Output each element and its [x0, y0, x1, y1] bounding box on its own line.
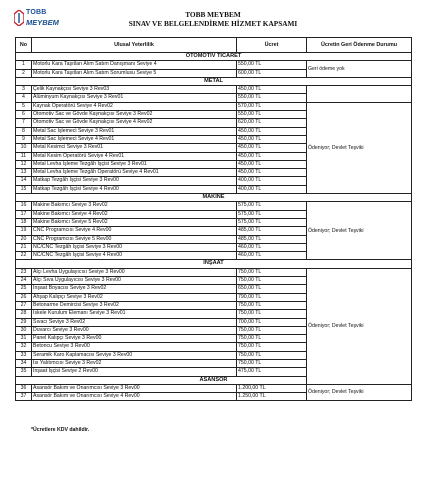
table-row	[16, 268, 412, 276]
row-number: 37	[16, 393, 32, 401]
fee-amount: 550,00 TL	[237, 111, 307, 119]
row-number: 23	[16, 268, 32, 276]
fee-amount: 750,00 TL	[237, 359, 307, 367]
row-number: 25	[16, 285, 32, 293]
fee-amount: 450,00 TL	[237, 127, 307, 135]
fee-amount: 475,00 TL	[237, 368, 307, 376]
qualification-name: Kaynak Operatörü Seviye 4 Rev02	[32, 102, 237, 110]
fee-amount: 790,00 TL	[237, 293, 307, 301]
fee-amount: 750,00 TL	[237, 310, 307, 318]
fee-amount: 400,00 TL	[237, 185, 307, 193]
table-row	[16, 202, 412, 210]
row-number: 16	[16, 202, 32, 210]
row-number: 12	[16, 160, 32, 168]
fee-amount: 460,00 TL	[237, 252, 307, 260]
section-row	[16, 77, 412, 85]
fee-amount: 1.250,00 TL	[237, 393, 307, 401]
fee-amount: 450,00 TL	[237, 160, 307, 168]
qualification-name: İskele Kurulum Elemanı Seviye 3 Rev01	[32, 310, 237, 318]
row-number: 22	[16, 252, 32, 260]
footnote: *Ücretlere KDV dahildir.	[31, 427, 90, 433]
fee-amount: 400,00 TL	[237, 177, 307, 185]
row-number: 20	[16, 235, 32, 243]
row-number: 35	[16, 368, 32, 376]
fee-amount: 700,00 TL	[237, 318, 307, 326]
row-number: 13	[16, 169, 32, 177]
qualification-name: Alçı Sıva Uygulayıcısı Seviye 3 Rev00	[32, 277, 237, 285]
header-qualification: Ulusal Yeterlilik	[32, 38, 237, 53]
qualification-name: Motorlu Kara Taşıtları Alım Satım Danışmanı Seviye 4	[32, 61, 237, 69]
payment-status: Ödeniyor; Devlet Teşviki	[307, 202, 412, 260]
row-number: 34	[16, 359, 32, 367]
fee-amount: 750,00 TL	[237, 326, 307, 334]
qualification-name: Betoncu Seviye 3 Rev00	[32, 343, 237, 351]
payment-status: Ödeniyor; Devlet Teşviki	[307, 268, 412, 384]
qualification-name: Otomotiv Sac ve Gövde Kaynakçısı Seviye 3 Rev02	[32, 111, 237, 119]
row-number: 33	[16, 351, 32, 359]
table-row	[16, 86, 412, 94]
row-number: 2	[16, 69, 32, 77]
section-row	[16, 376, 412, 384]
qualification-name: Alüminyum Kaynakçısı Seviye 3 Rev01	[32, 94, 237, 102]
section-row	[16, 194, 412, 202]
row-number: 28	[16, 310, 32, 318]
table-header-row	[16, 38, 412, 53]
section-title: OTOMOTİV TİCARET	[16, 53, 412, 61]
qualification-name: Makine Bakımcı Seviye 5 Rev02	[32, 218, 237, 226]
qualification-name: Makine Bakımcı Seviye 4 Rev02	[32, 210, 237, 218]
qualification-name: Çelik Kaynakçısı Seviye 3 Rev03	[32, 86, 237, 94]
row-number: 30	[16, 326, 32, 334]
fee-amount: 1.200,00 TL	[237, 384, 307, 392]
qualification-name: Asansör Bakım ve Onarımcısı Seviye 3 Rev00	[32, 384, 237, 392]
qualification-name: Metal Kesimci Seviye 3 Rev01	[32, 144, 237, 152]
fee-amount: 460,00 TL	[237, 243, 307, 251]
row-number: 9	[16, 135, 32, 143]
table-row	[16, 384, 412, 392]
qualification-name: Metal Levha İşleme Tezgâh Operatörü Seviye 4 Rev01	[32, 169, 237, 177]
fee-amount: 575,00 TL	[237, 218, 307, 226]
page-title: TOBB MEYBEM	[185, 10, 241, 19]
qualification-name: CNC Programcısı Seviye 4 Rev00	[32, 227, 237, 235]
table-row	[16, 61, 412, 69]
qualification-name: Alçı Levha Uygulayıcısı Seviye 3 Rev00	[32, 268, 237, 276]
qualification-name: Matkap Tezgâh İşçisi Seviye 3 Rev00	[32, 177, 237, 185]
scope-table	[15, 37, 412, 401]
qualification-name: Isı Yalıtımcısı Seviye 3 Rev02	[32, 359, 237, 367]
fee-amount: 750,00 TL	[237, 268, 307, 276]
row-number: 8	[16, 127, 32, 135]
row-number: 32	[16, 343, 32, 351]
row-number: 24	[16, 277, 32, 285]
qualification-name: NC/CNC Tezgâh İşçisi Seviye 3 Rev00	[32, 243, 237, 251]
qualification-name: Seramik Karo Kaplamacısı Seviye 3 Rev00	[32, 351, 237, 359]
row-number: 18	[16, 218, 32, 226]
page-subtitle: SINAV VE BELGELENDİRME HİZMET KAPSAMI	[128, 19, 298, 28]
fee-amount: 575,00 TL	[237, 202, 307, 210]
fee-amount: 570,00 TL	[237, 102, 307, 110]
header-fee: Ücret	[237, 38, 307, 53]
qualification-name: Motorlu Kara Taşıtları Alım Satım Sorumlusu Seviye 5	[32, 69, 237, 77]
section-row	[16, 260, 412, 268]
fee-amount: 450,00 TL	[237, 152, 307, 160]
row-number: 5	[16, 102, 32, 110]
row-number: 21	[16, 243, 32, 251]
fee-amount: 750,00 TL	[237, 343, 307, 351]
row-number: 11	[16, 152, 32, 160]
payment-status: Geri ödeme yok	[307, 61, 412, 78]
payment-status: Ödeniyor; Devlet Teşviki	[307, 384, 412, 401]
fee-amount: 450,00 TL	[237, 86, 307, 94]
fee-amount: 485,00 TL	[237, 227, 307, 235]
fee-amount: 750,00 TL	[237, 351, 307, 359]
qualification-name: Ahşap Kalıpçı Seviye 3 Rev02	[32, 293, 237, 301]
row-number: 29	[16, 318, 32, 326]
qualification-name: İnşaat İşçisi Seviye 2 Rev00	[32, 368, 237, 376]
qualification-name: Metal Levha İşleme Tezgâh İşçisi Seviye 3 Rev01	[32, 160, 237, 168]
row-number: 6	[16, 111, 32, 119]
row-number: 7	[16, 119, 32, 127]
fee-amount: 750,00 TL	[237, 277, 307, 285]
row-number: 19	[16, 227, 32, 235]
payment-status	[307, 86, 412, 103]
fee-amount: 450,00 TL	[237, 169, 307, 177]
fee-amount: 600,00 TL	[237, 69, 307, 77]
row-number: 14	[16, 177, 32, 185]
section-title: MAKİNE	[16, 194, 412, 202]
payment-status: Ödeniyor; Devlet Teşviki	[307, 102, 412, 193]
fee-amount: 485,00 TL	[237, 235, 307, 243]
row-number: 17	[16, 210, 32, 218]
qualification-name: Metal Sac İşlemeci Seviye 4 Rev01	[32, 135, 237, 143]
section-title: METAL	[16, 77, 412, 85]
row-number: 31	[16, 335, 32, 343]
logo-text-meybem: MEYBEM	[26, 18, 59, 27]
qualification-name: Betonarme Demircisi Seviye 3 Rev02	[32, 301, 237, 309]
row-number: 27	[16, 301, 32, 309]
table-row	[16, 102, 412, 110]
qualification-name: Makine Bakımcı Seviye 3 Rev02	[32, 202, 237, 210]
fee-amount: 450,00 TL	[237, 144, 307, 152]
qualification-name: Matkap Tezgâh İşçisi Seviye 4 Rev00	[32, 185, 237, 193]
qualification-name: NC/CNC Tezgâh İşçisi Seviye 4 Rev00	[32, 252, 237, 260]
row-number: 3	[16, 86, 32, 94]
row-number: 26	[16, 293, 32, 301]
qualification-name: Metal Sac İşlemeci Seviye 3 Rev01	[32, 127, 237, 135]
row-number: 15	[16, 185, 32, 193]
fee-amount: 650,00 TL	[237, 285, 307, 293]
fee-amount: 550,00 TL	[237, 61, 307, 69]
qualification-name: Otomotiv Sac ve Gövde Kaynakçısı Seviye 4 Rev02	[32, 119, 237, 127]
header-no: No	[16, 38, 32, 53]
row-number: 10	[16, 144, 32, 152]
row-number: 1	[16, 61, 32, 69]
section-row	[16, 53, 412, 61]
qualification-name: Metal Kesim Operatörü Seviye 4 Rev01	[32, 152, 237, 160]
fee-amount: 450,00 TL	[237, 135, 307, 143]
row-number: 4	[16, 94, 32, 102]
qualification-name: Panel Kalıpçı Seviye 3 Rev00	[32, 335, 237, 343]
logo-text-tobb: TOBB	[26, 9, 47, 16]
fee-amount: 575,00 TL	[237, 210, 307, 218]
section-title: ASANSÖR	[16, 376, 412, 384]
fee-amount: 750,00 TL	[237, 301, 307, 309]
qualification-name: Duvarcı Seviye 3 Rev00	[32, 326, 237, 334]
header-payment: Ücretin Geri Ödenme Durumu	[307, 38, 412, 53]
fee-amount: 750,00 TL	[237, 335, 307, 343]
qualification-name: Sıvacı Seviye 3 Rev02	[32, 318, 237, 326]
qualification-name: Asansör Bakım ve Onarımcısı Seviye 4 Rev00	[32, 393, 237, 401]
qualification-name: CNC Programcısı Seviye 5 Rev00	[32, 235, 237, 243]
fee-amount: 550,00 TL	[237, 94, 307, 102]
qualification-name: İnşaat Boyacısı Seviye 3 Rev02	[32, 285, 237, 293]
table-body	[16, 53, 412, 401]
row-number: 36	[16, 384, 32, 392]
fee-amount: 620,00 TL	[237, 119, 307, 127]
section-title: İNŞAAT	[16, 260, 412, 268]
